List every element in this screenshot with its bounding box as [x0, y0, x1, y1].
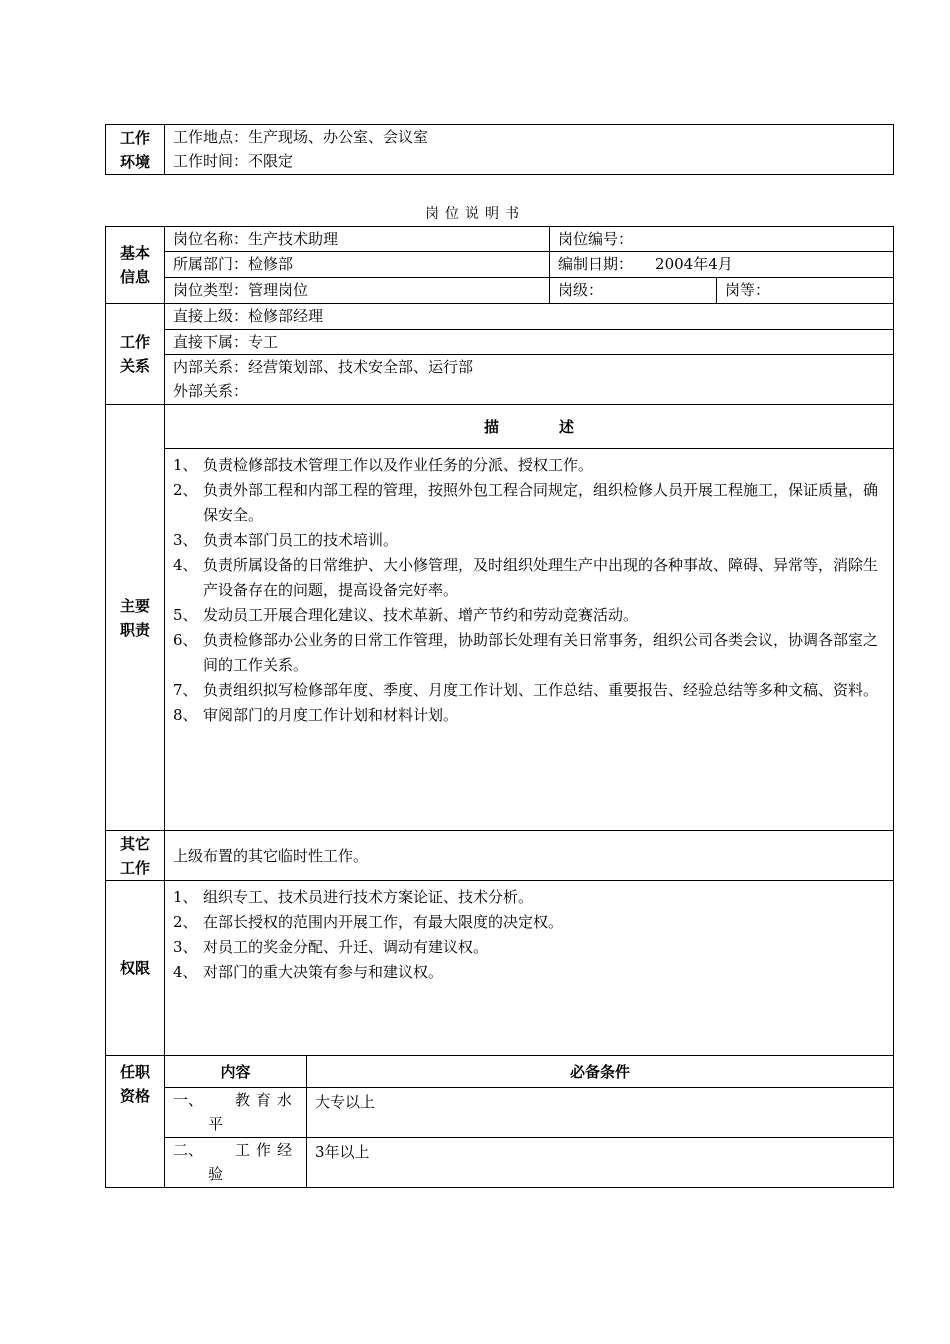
position-number: 岗位编号： — [550, 227, 894, 252]
list-item — [173, 935, 885, 960]
qual-value-education: 大专以上 — [307, 1088, 894, 1138]
duties-list-cell — [165, 449, 894, 831]
list-item-text: 负责检修部办公业务的日常工作管理，协助部长处理有关日常事务，组织公司各类会议，协调各部室之间的工作关系。 — [203, 631, 879, 674]
list-item — [173, 885, 885, 910]
qual-item-experience: 二、 工作经 验 — [165, 1138, 307, 1188]
list-item-number: 5、 — [173, 606, 198, 624]
content-column-header: 内容 — [165, 1056, 307, 1088]
position-grade: 岗等： — [717, 278, 894, 304]
qual-item-education: 一、 教育水 平 — [165, 1088, 307, 1138]
list-item — [173, 478, 885, 528]
position-type: 岗位类型：管理岗位 — [165, 278, 550, 304]
compile-date: 编制日期： 2004年4月 — [550, 252, 894, 278]
list-item-text: 审阅部门的月度工作计划和材料计划。 — [203, 706, 459, 724]
list-item-number: 1、 — [173, 888, 198, 906]
list-item — [173, 603, 885, 628]
authority-list-cell — [165, 881, 894, 1056]
list-item-text: 负责本部门员工的技术培训。 — [203, 531, 399, 549]
list-item — [173, 453, 885, 478]
direct-superior: 直接上级：检修部经理 — [165, 304, 894, 330]
list-item-number: 8、 — [173, 706, 198, 724]
description-header: 描 述 — [165, 405, 894, 449]
list-item-number: 2、 — [173, 913, 198, 931]
list-item — [173, 703, 885, 728]
list-item — [173, 910, 885, 935]
list-item-number: 1、 — [173, 456, 198, 474]
list-item — [173, 528, 885, 553]
qual-value-experience: 3年以上 — [307, 1138, 894, 1188]
list-item — [173, 960, 885, 985]
job-description-table — [105, 226, 894, 1188]
relations-label: 工作 关系 — [106, 304, 165, 405]
list-item — [173, 678, 885, 703]
list-item-number: 4、 — [173, 556, 198, 574]
list-item-text: 对员工的奖金分配、升迁、调动有建议权。 — [203, 938, 489, 956]
external-relations: 外部关系： — [173, 382, 249, 400]
env-content — [165, 125, 894, 175]
basic-info-label: 基本 信息 — [106, 227, 165, 304]
list-item — [173, 628, 885, 678]
list-item-text: 组织专工、技术员进行技术方案论证、技术分析。 — [203, 888, 534, 906]
qualification-label: 任职 资格 — [106, 1056, 165, 1188]
list-item-text: 发动员工开展合理化建议、技术革新、增产节约和劳动竞赛活动。 — [203, 606, 639, 624]
list-item-text: 对部门的重大决策有参与和建议权。 — [203, 963, 444, 981]
requirement-column-header: 必备条件 — [307, 1056, 894, 1088]
authority-list — [173, 881, 885, 985]
work-environment-table — [105, 124, 894, 175]
department: 所属部门：检修部 — [165, 252, 550, 278]
list-item-text: 在部长授权的范围内开展工作，有最大限度的决定权。 — [203, 913, 564, 931]
authority-label: 权限 — [106, 881, 165, 1056]
direct-subordinate: 直接下属：专工 — [165, 330, 894, 355]
list-item-number: 3、 — [173, 938, 198, 956]
internal-relations: 内部关系：经营策划部、技术安全部、运行部 — [173, 358, 474, 376]
position-level: 岗级： — [550, 278, 717, 304]
list-item-text: 负责组织拟写检修部年度、季度、月度工作计划、工作总结、重要报告、经验总结等多种文稿、资料。 — [203, 681, 879, 699]
document-title: 岗位说明书 — [425, 206, 525, 222]
list-item-number: 7、 — [173, 681, 198, 699]
work-time: 工作时间：不限定 — [173, 152, 294, 170]
list-item-number: 6、 — [173, 631, 198, 649]
env-label: 工作 环境 — [106, 125, 165, 175]
work-location: 工作地点：生产现场、办公室、会议室 — [173, 128, 429, 146]
duties-list — [173, 449, 885, 728]
list-item-number: 2、 — [173, 481, 198, 499]
list-item — [173, 553, 885, 603]
position-name: 岗位名称：生产技术助理 — [165, 227, 550, 252]
list-item-number: 4、 — [173, 963, 198, 981]
list-item-text: 负责检修部技术管理工作以及作业任务的分派、授权工作。 — [203, 456, 594, 474]
list-item-text: 负责所属设备的日常维护、大小修管理，及时组织处理生产中出现的各种事故、障碍、异常等，消除生产设备存在的问题，提高设备完好率。 — [203, 556, 879, 599]
other-work-text: 上级布置的其它临时性工作。 — [165, 831, 894, 881]
relations-content — [165, 355, 894, 405]
duties-label: 主要 职责 — [106, 405, 165, 831]
other-work-label: 其它 工作 — [106, 831, 165, 881]
list-item-text: 负责外部工程和内部工程的管理，按照外包工程合同规定，组织检修人员开展工程施工，保证质量，确保安全。 — [203, 481, 879, 524]
list-item-number: 3、 — [173, 531, 198, 549]
